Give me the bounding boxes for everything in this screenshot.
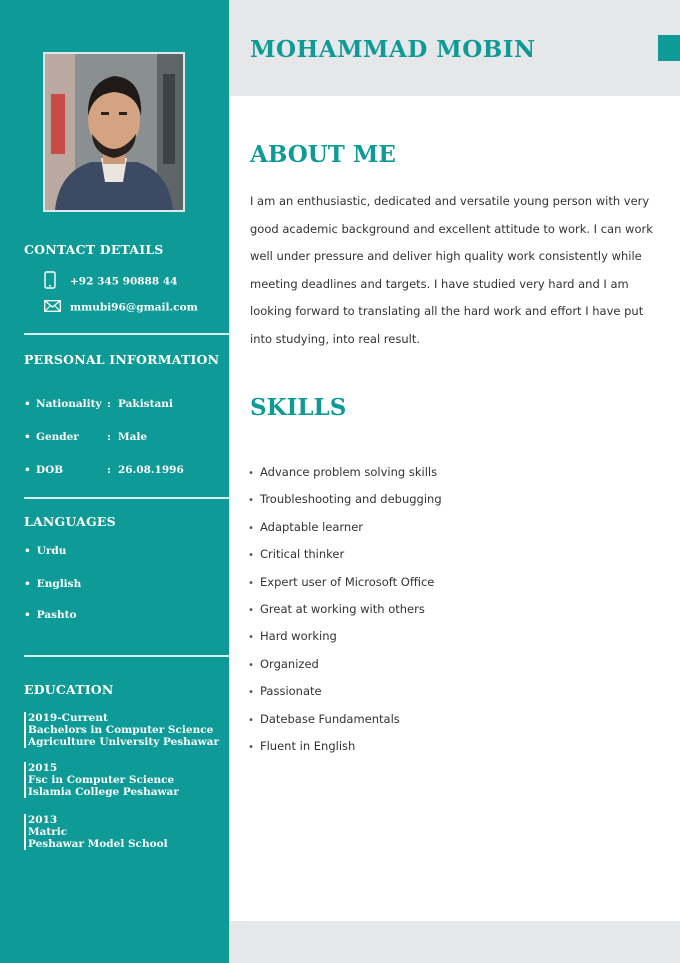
gender-label: Gender bbox=[36, 431, 79, 443]
education-degree: Bachelors in Computer Science bbox=[28, 724, 214, 736]
education-year: 2013 bbox=[28, 814, 58, 826]
language-item: • English bbox=[24, 578, 82, 590]
phone-number: +92 345 90888 44 bbox=[70, 275, 178, 288]
education-school: Peshawar Model School bbox=[28, 838, 168, 850]
education-entry bbox=[24, 712, 219, 748]
skill-item: • Expert user of Microsoft Office bbox=[248, 574, 435, 589]
skill-item: • Critical thinker bbox=[248, 547, 345, 562]
header-accent-block bbox=[658, 35, 680, 61]
footer-bar bbox=[229, 921, 680, 963]
language-item: • Urdu bbox=[24, 545, 67, 557]
education-year: 2015 bbox=[28, 762, 58, 774]
education-entry bbox=[24, 762, 179, 798]
profile-photo bbox=[43, 52, 185, 212]
skill-item: • Datebase Fundamentals bbox=[248, 711, 400, 726]
languages-heading: LANGUAGES bbox=[24, 514, 116, 529]
email-address: mmubi96@gmail.com bbox=[70, 301, 198, 314]
phone-icon bbox=[44, 271, 60, 292]
divider bbox=[24, 333, 229, 335]
education-school: Agriculture University Peshawar bbox=[28, 736, 219, 748]
divider bbox=[24, 655, 229, 657]
skill-item: • Troubleshooting and debugging bbox=[248, 492, 442, 507]
nationality-value: Pakistani bbox=[118, 398, 173, 410]
email-row[interactable] bbox=[44, 300, 198, 315]
personal-heading: PERSONAL INFORMATION bbox=[24, 352, 220, 367]
skill-item: • Fluent in English bbox=[248, 738, 356, 753]
dob-value: 26.08.1996 bbox=[118, 464, 184, 476]
sidebar: CONTACT DETAILS +92 345 90888 44 mmubi96@gmail.com PERSONAL INFORMATION • Nationality : Pakistani • Gender : Male • DOB : 26.08.1996 LANGUAGES • Urdu • English • Pashto EDUCATION 2019-Current Bachelors in Computer Science Agriculture University Peshawar 2015 Fsc in Computer Science Islamia College Peshawar 2013 Matric Peshawar Model School bbox=[0, 0, 229, 963]
skill-item: • Passionate bbox=[248, 684, 322, 699]
language-item: • Pashto bbox=[24, 609, 77, 621]
education-degree: Fsc in Computer Science bbox=[28, 774, 175, 786]
skill-item: • Advance problem solving skills bbox=[248, 465, 438, 479]
skill-item: • Organized bbox=[248, 656, 319, 671]
nationality-label: Nationality bbox=[36, 398, 102, 410]
education-year: 2019-Current bbox=[28, 712, 108, 724]
education-degree: Matric bbox=[28, 826, 68, 838]
education-school: Islamia College Peshawar bbox=[28, 786, 179, 798]
skill-item: • Hard working bbox=[248, 629, 337, 644]
envelope-icon bbox=[44, 300, 60, 315]
skills-heading: SKILLS bbox=[250, 394, 347, 421]
skill-item: • Adaptable learner bbox=[248, 519, 364, 534]
education-heading: EDUCATION bbox=[24, 682, 114, 697]
skill-item: • Great at working with others bbox=[248, 601, 425, 616]
gender-value: Male bbox=[118, 431, 148, 443]
person-name: MOHAMMAD MOBIN bbox=[250, 36, 536, 63]
dob-label: DOB bbox=[36, 464, 64, 476]
divider bbox=[24, 497, 229, 499]
skills-list bbox=[248, 460, 442, 761]
contact-heading: CONTACT DETAILS bbox=[24, 242, 164, 257]
education-entry bbox=[24, 814, 168, 850]
about-heading: ABOUT ME bbox=[250, 141, 396, 168]
about-text: I am an enthusiastic, dedicated and versatile young person with very good academic background and excellent attitude to work. I can work well under pressure and deliver high quality work consistently while meeting deadlines and targets. I have studied very hard and I am looking forward to translating all the hard work and effort I have put into studying, into real result. bbox=[250, 194, 653, 346]
phone-row[interactable] bbox=[44, 271, 177, 292]
